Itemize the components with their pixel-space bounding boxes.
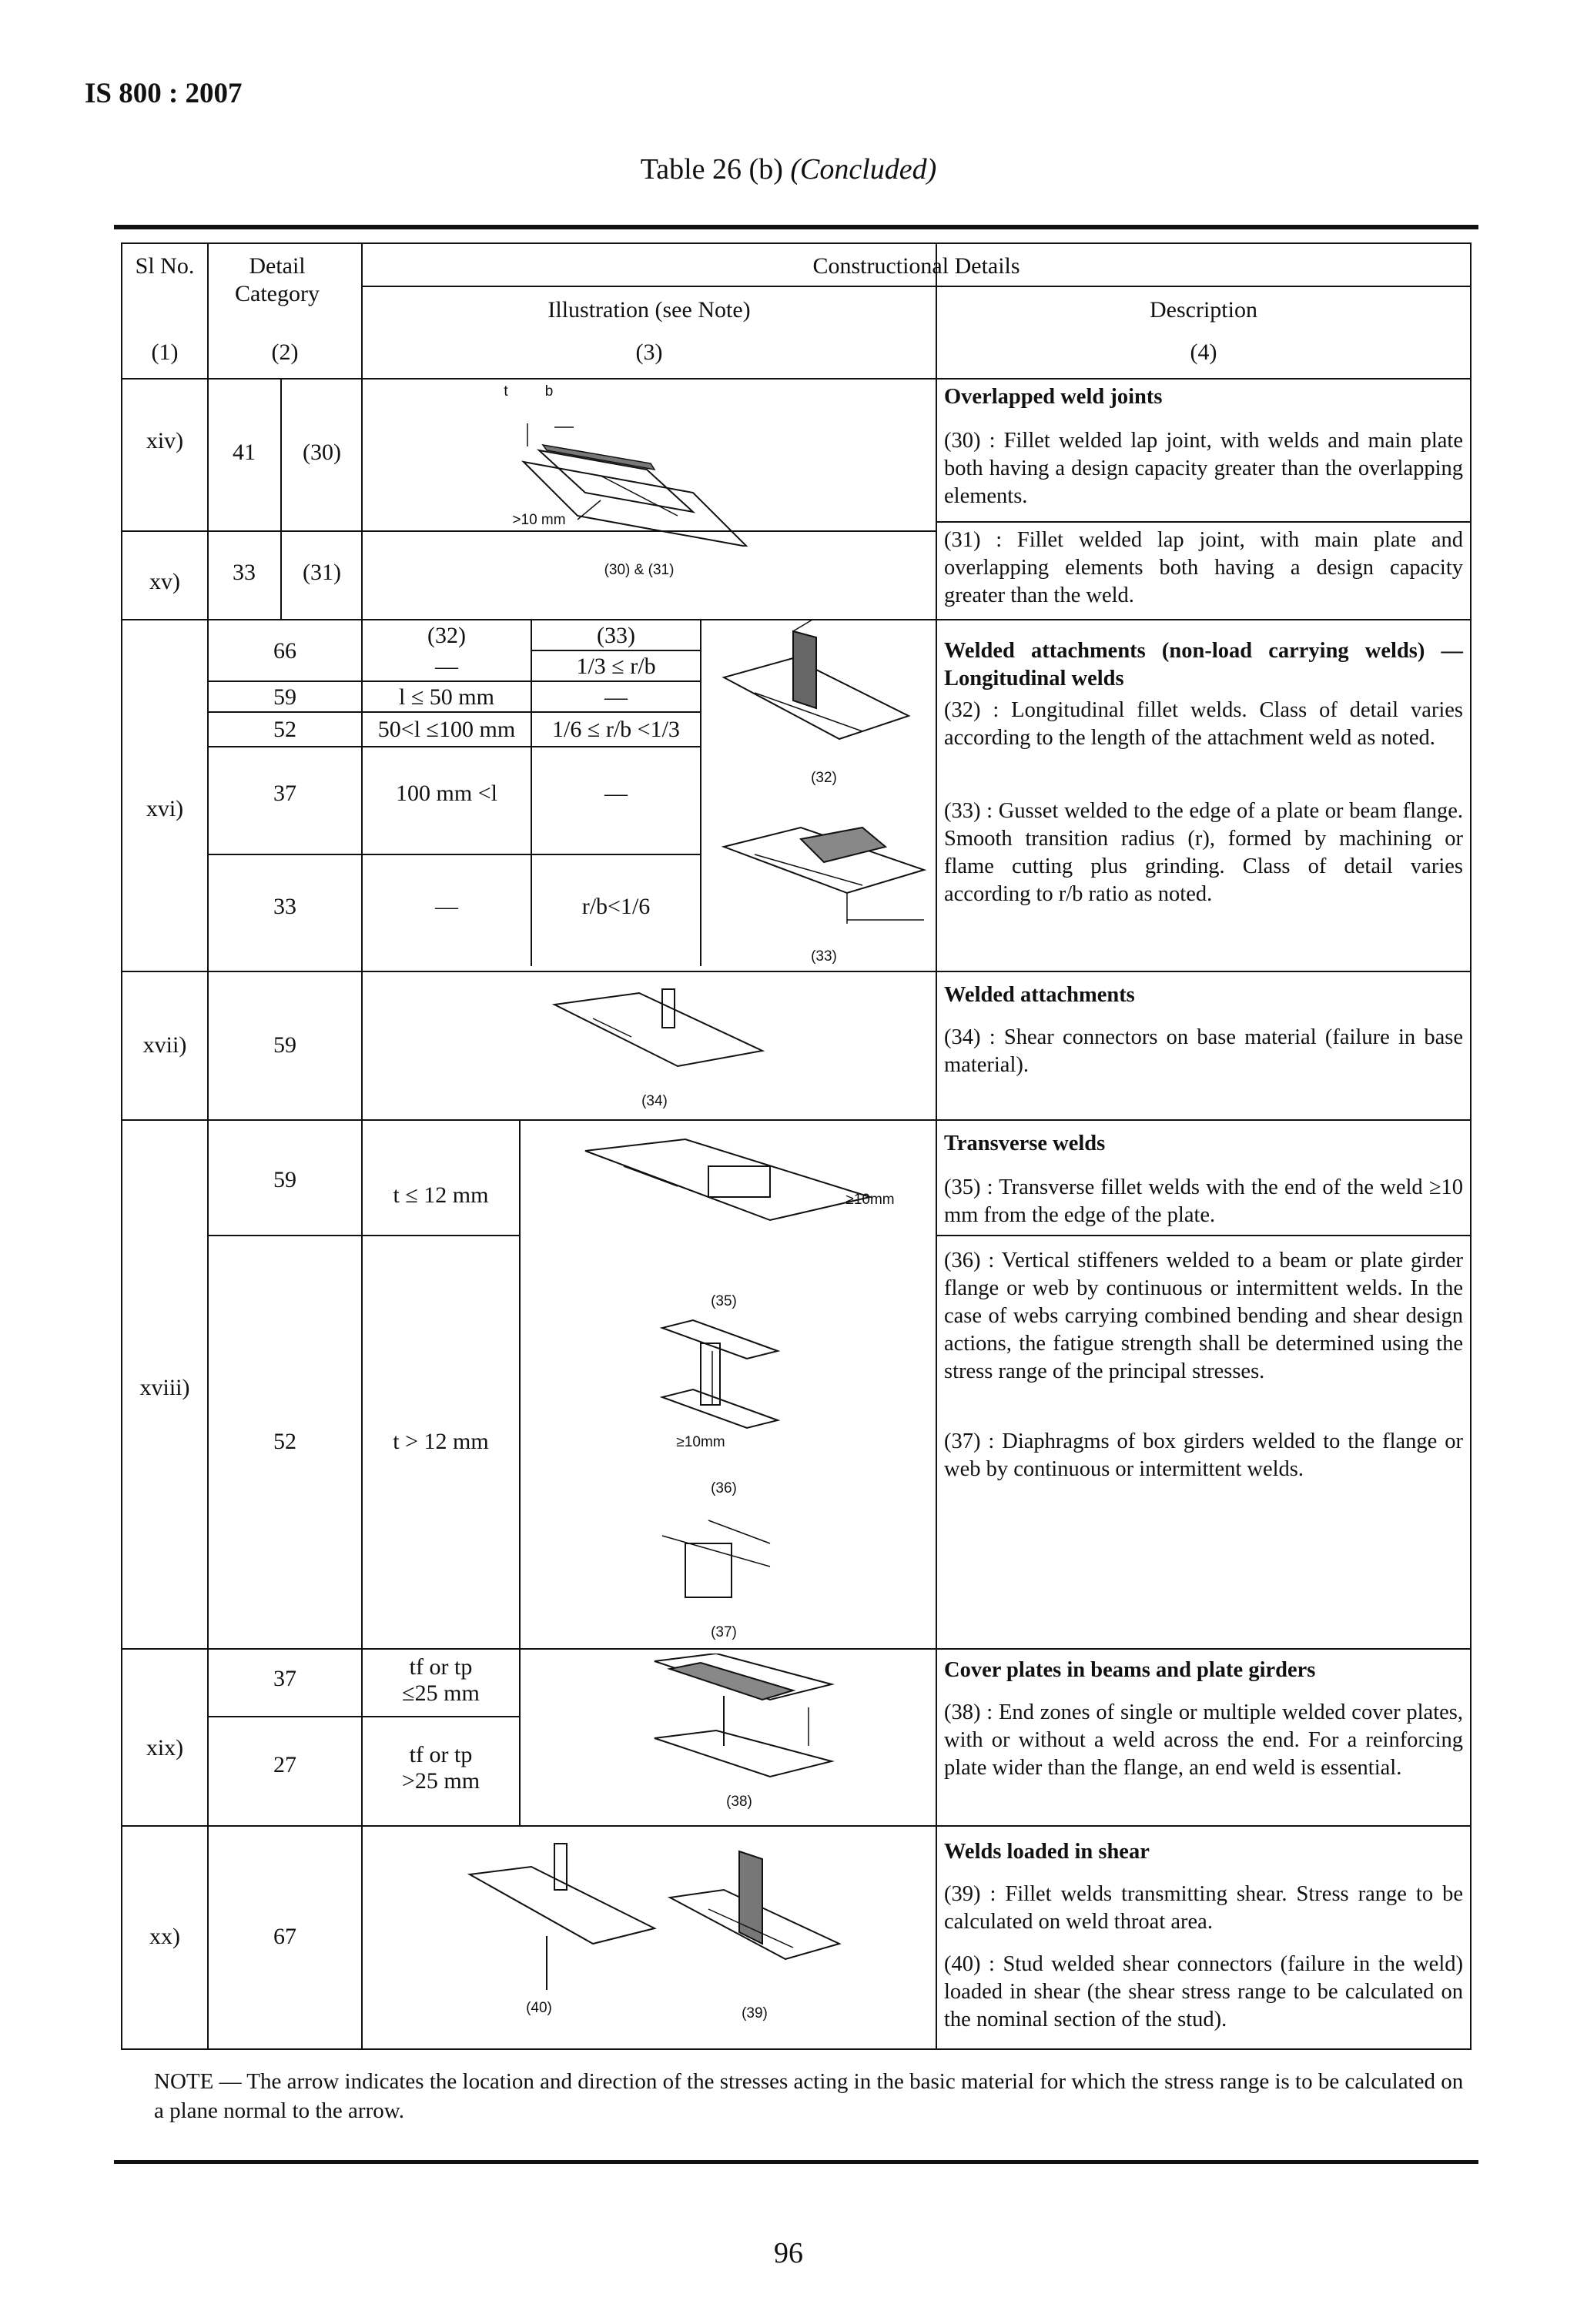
row-xx-sl: xx) <box>149 1924 180 1949</box>
transverse-10mm-label: ≥10mm <box>845 1192 895 1208</box>
row-xvi-cat-5: 33 <box>273 894 296 919</box>
lap-joint-b-label: b <box>544 383 554 400</box>
row-xvi-cat-2: 59 <box>273 684 296 710</box>
col-detail-number: (2) <box>271 339 299 365</box>
row-xiv-category: 41 <box>233 440 256 465</box>
col-description-number: (4) <box>1190 339 1217 365</box>
col-sl-heading: Sl No. <box>135 253 195 279</box>
standard-code: IS 800 : 2007 <box>85 78 243 109</box>
cover-plates-heading: Cover plates in beams and plate girders <box>944 1658 1316 1682</box>
col-sl-number: (1) <box>151 339 179 365</box>
row-xvi-cat-4: 37 <box>273 781 296 806</box>
desc-33: (33) : Gusset welded to the edge of a plate or beam flange. Smooth transition radius (r), formed by machining or flame cutting plus grinding. Class of detail varies according to r/b ratio as noted. <box>944 799 1463 906</box>
attachment-heading: Welded attachments (non-load carrying welds) — Longitudinal welds <box>944 639 1463 691</box>
row-xx-category: 67 <box>273 1924 296 1949</box>
row-xviii-sl: xviii) <box>139 1375 190 1400</box>
row-xviii-cond-b: t > 12 mm <box>393 1429 489 1454</box>
desc-34: (34) : Shear connectors on base material (failure in base material). <box>944 1025 1463 1077</box>
desc-30: (30) : Fillet welded lap joint, with welds and main plate both having a design capacity greater than the overlapping elements. <box>944 429 1463 508</box>
desc-39: (39) : Fillet welds transmitting shear. Stress range to be calculated on weld throat area. <box>944 1882 1463 1934</box>
col-description-heading: Description <box>1150 297 1257 323</box>
row-xvi-c32-2: l ≤ 50 mm <box>399 684 494 710</box>
row-xviii-cat-b: 52 <box>273 1429 296 1454</box>
caption-36: (36) <box>711 1480 737 1496</box>
caption-34: (34) <box>641 1093 668 1109</box>
shear-connector-figure <box>547 981 778 1089</box>
lap-joint-10mm-label: >10 mm <box>512 512 566 528</box>
row-xvii-sl: xvii) <box>142 1032 187 1058</box>
row-xvi-cat-3: 52 <box>273 717 296 742</box>
desc-32: (32) : Longitudinal fillet welds. Class of detail varies according to the length of the attachment weld as noted. <box>944 698 1463 750</box>
row-xix-cat-a: 37 <box>273 1666 296 1691</box>
desc-38: (38) : End zones of single or multiple welded cover plates, with or without a weld across the end. For a reinforcing plate wider than the flange, an end weld is essential. <box>944 1700 1463 1780</box>
row-xvi-c32-4: 100 mm <l <box>396 781 497 806</box>
lap-joint-t-label: t <box>504 383 508 400</box>
caption-33: (33) <box>811 948 837 965</box>
row-xvi-c32-1: — <box>435 654 458 679</box>
row-xvi-cat-1: 66 <box>273 638 296 664</box>
col-constructional-heading: Constructional Details <box>812 253 1020 279</box>
caption-35: (35) <box>711 1293 737 1309</box>
row-xvi-c33-4: — <box>604 781 628 806</box>
row-xvi-c32-3: 50<l ≤100 mm <box>377 717 516 742</box>
row-xvii-category: 59 <box>273 1032 296 1058</box>
caption-37: (37) <box>711 1624 737 1640</box>
col-detail-heading: Detail Category <box>235 253 320 306</box>
row-xv-ref: (31) <box>303 560 341 585</box>
row-xv-sl: xv) <box>149 569 180 594</box>
table-title: Table 26 (b) (Concluded) <box>640 153 937 186</box>
overlap-heading: Overlapped weld joints <box>944 385 1163 409</box>
row-xvi-head-32: (32) <box>427 623 466 648</box>
row-xviii-cond-a: t ≤ 12 mm <box>393 1182 489 1208</box>
row-xiv-sl: xiv) <box>146 428 184 453</box>
welded-attachments-heading: Welded attachments <box>944 983 1135 1007</box>
desc-35: (35) : Transverse fillet welds with the end of the weld ≥10 mm from the edge of the plate. <box>944 1175 1463 1227</box>
col-illustration-number: (3) <box>635 339 663 365</box>
row-xvi-sl: xvi) <box>146 796 184 821</box>
transverse-heading: Transverse welds <box>944 1132 1106 1155</box>
row-xix-cat-b: 27 <box>273 1752 296 1777</box>
desc-36: (36) : Vertical stiffeners welded to a beam or plate girder flange or web by continuous or intermittent welds. In the case of webs carrying combined bending and shear design actions, the fatigue strength shall be determined using the stress range of the principal stresses. <box>944 1249 1463 1383</box>
bottom-rule <box>114 2160 1478 2164</box>
row-xix-cond-a2: ≤25 mm <box>402 1680 480 1706</box>
caption-30-31: (30) & (31) <box>604 562 675 578</box>
row-xix-cond-b1: tf or tp <box>409 1742 473 1767</box>
row-xix-cond-a1: tf or tp <box>409 1654 473 1680</box>
desc-31: (31) : Fillet welded lap joint, with main plate and overlapping elements both having a design capacity greater than the weld. <box>944 528 1463 607</box>
desc-37: (37) : Diaphragms of box girders welded to the flange or web by continuous or intermittent welds. <box>944 1430 1463 1481</box>
row-xviii-cat-a: 59 <box>273 1167 296 1192</box>
row-xiv-ref: (30) <box>303 440 341 465</box>
row-xvi-c33-5: r/b<1/6 <box>581 894 651 919</box>
transverse-welds-figure <box>570 1135 878 1644</box>
row-xvi-c33-3: 1/6 ≤ r/b <1/3 <box>552 717 680 742</box>
caption-39: (39) <box>742 2005 768 2021</box>
row-xvi-c33-2: — <box>604 684 628 710</box>
caption-40: (40) <box>526 2000 552 2016</box>
table-note: NOTE — The arrow indicates the location and direction of the stresses acting in the basic material for which the stress range is to be calculated on a plane normal to the arrow. <box>154 2069 1464 2123</box>
page-number: 96 <box>774 2237 803 2269</box>
row-xv-category: 33 <box>233 560 256 585</box>
col-illustration-heading: Illustration (see Note) <box>547 297 751 323</box>
row-xvi-c32-5: — <box>435 894 458 919</box>
shear-welds-figure <box>454 1836 855 2005</box>
cover-plate-figure <box>639 1654 855 1784</box>
row-xix-cond-b2: >25 mm <box>401 1768 480 1794</box>
caption-32: (32) <box>811 770 837 786</box>
row-xix-sl: xix) <box>146 1735 184 1761</box>
caption-38: (38) <box>726 1794 752 1810</box>
shear-welds-heading: Welds loaded in shear <box>944 1840 1150 1864</box>
row-xvi-c33-1: 1/3 ≤ r/b <box>576 654 656 679</box>
desc-40: (40) : Stud welded shear connectors (failure in the weld) loaded in shear (the shear stress range to be calculated on the nominal section of the stud). <box>944 1952 1463 2031</box>
row-xvi-head-33: (33) <box>597 623 635 648</box>
stiffener-10mm-label: ≥10mm <box>676 1434 725 1450</box>
